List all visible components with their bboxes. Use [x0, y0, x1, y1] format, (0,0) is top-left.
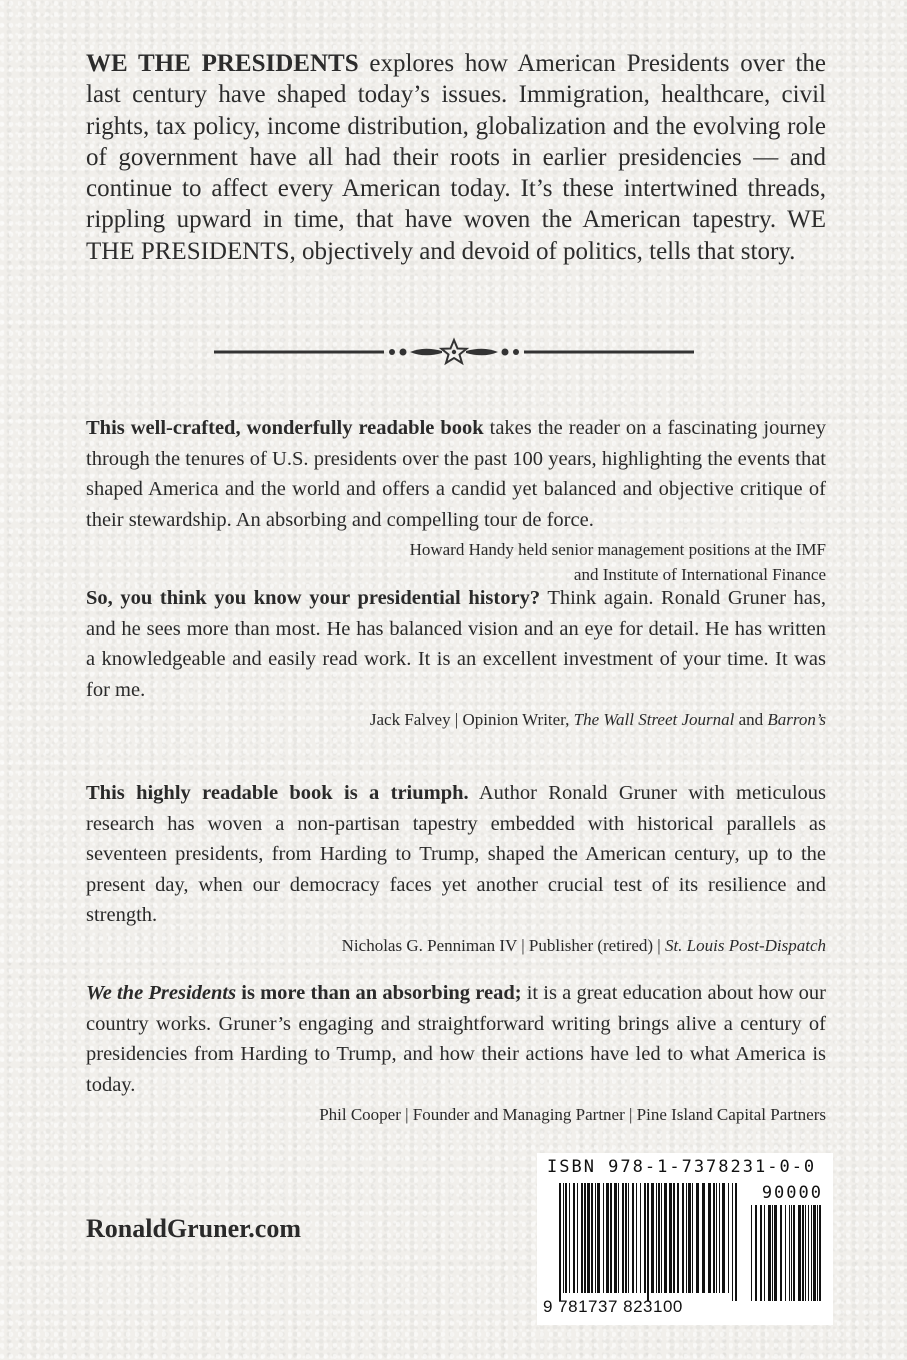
ornamental-divider — [214, 334, 694, 370]
barcode-bar — [789, 1205, 790, 1301]
barcode-bar — [625, 1183, 627, 1293]
barcode-bar — [719, 1183, 720, 1293]
barcode-bar — [686, 1183, 687, 1293]
barcode-bar — [708, 1183, 711, 1293]
barcode-bar — [808, 1205, 809, 1301]
barcode-bar — [677, 1183, 679, 1293]
book-title-lead: WE THE PRESIDENTS — [86, 50, 359, 77]
barcode-bar — [622, 1183, 624, 1293]
barcode-bar — [636, 1183, 637, 1293]
barcode-bar — [603, 1183, 604, 1293]
barcode-bar — [696, 1183, 699, 1293]
attribution-name: Jack Falvey | Opinion Writer, — [369, 710, 570, 730]
barcode-bar — [813, 1205, 816, 1301]
barcode-bar — [673, 1183, 675, 1293]
ean-digits: 9 781737 823100 — [543, 1297, 683, 1316]
barcode-bar — [811, 1205, 812, 1301]
barcode-bar — [817, 1205, 818, 1301]
barcode-bar — [688, 1183, 691, 1293]
barcode-bar — [732, 1183, 733, 1301]
barcode-bar — [661, 1183, 662, 1293]
isbn-barcode — [537, 1153, 833, 1325]
review-quote-body — [86, 413, 826, 535]
barcode-bar — [559, 1183, 561, 1301]
review-quote-text: Think again. Ronald Gruner has, and he sees more than most. He has balanced vision and an eye for detail. He has written a knowledgeable and easily read work. It is an excellent investment of your time. It was for me. — [86, 587, 826, 701]
barcode-bar — [644, 1183, 646, 1293]
barcode-bar — [798, 1205, 801, 1301]
barcode-bar — [805, 1205, 806, 1301]
barcode-bar — [614, 1183, 617, 1293]
review-quote-text: it is a great education about how our country works. Gruner’s engaging and straightforward writing brings alive a century of presidencies from Harding to Trump, and how their actions have led to what America is today. — [86, 982, 827, 1096]
review-quote-book-title: We the Presidents — [86, 982, 237, 1004]
review-quote-4 — [86, 978, 826, 1127]
attribution-publication: The Wall Street Journal — [573, 710, 735, 730]
review-attribution — [86, 537, 826, 587]
barcode-bar — [819, 1205, 821, 1301]
barcode-bar — [768, 1205, 771, 1301]
attribution-name: Nicholas G. Penniman IV | Publisher (retired) | — [341, 935, 661, 955]
barcode-bar — [791, 1205, 792, 1301]
barcode-bar — [577, 1183, 578, 1293]
barcode-bar — [581, 1183, 583, 1293]
barcode-bar — [573, 1183, 575, 1293]
barcode-bar — [597, 1183, 600, 1293]
barcode-bar — [632, 1183, 634, 1293]
review-quote-text: Author Ronald Gruner with meticulous research has woven a non-partisan tapestry embedded with historical parallels as seventeen presidents, from Harding to Trump, shaped the American century, up to the present day, when our democracy faces yet another crucial test of its resilience and strength. — [86, 782, 826, 927]
barcode-bar — [751, 1205, 752, 1301]
barcode-bar — [606, 1183, 609, 1293]
barcode-bar — [713, 1183, 715, 1293]
barcode-bar — [785, 1205, 786, 1301]
book-description-text: explores how American Presidents over the last century have shaped today’s issues. Immigration, healthcare, civil rights, tax policy, income distribution, globalization and the evolving role of government have all had their roots in earlier presidencies — and continue to affect every American today. It’s these intertwined threads, rippling upward in time, that have woven the American tapestry. WE THE PRESIDENTS, objectively and devoid of politics, tells that story. — [86, 50, 826, 265]
barcode-bar — [716, 1183, 717, 1293]
barcode-bar — [610, 1183, 612, 1293]
barcode-bar — [735, 1183, 737, 1301]
review-attribution: Phil Cooper | Founder and Managing Partner | Pine Island Capital Partners — [319, 1105, 826, 1125]
barcode-bar — [591, 1183, 593, 1293]
barcode-bar — [702, 1183, 705, 1293]
attribution-conjunction: and — [738, 710, 764, 730]
barcode-bar — [760, 1205, 762, 1301]
barcode-bar — [772, 1205, 773, 1301]
barcode-bar — [722, 1183, 725, 1293]
barcode-bar — [664, 1183, 667, 1293]
attribution-line-1: Howard Handy held senior management positions at the IMF — [409, 540, 826, 560]
isbn-addon-price: 90000 — [761, 1183, 823, 1203]
review-quote-lead: This well-crafted, wonderfully readable book — [86, 417, 484, 439]
attribution-line-2: and Institute of International Finance — [573, 565, 826, 585]
barcode-bar — [669, 1183, 672, 1293]
review-quote-lead: So, you think you know your presidential history? — [86, 587, 541, 609]
barcode-bar — [793, 1205, 795, 1301]
barcode-bar — [587, 1183, 590, 1293]
barcode-bar — [640, 1183, 641, 1293]
barcode-bar — [682, 1183, 684, 1293]
review-quote-1 — [86, 413, 826, 587]
barcode-bar — [780, 1205, 782, 1301]
barcode-bar — [651, 1183, 654, 1293]
review-quote-body — [86, 778, 826, 931]
attribution-publication: Barron’s — [767, 710, 826, 730]
review-quote-lead: This highly readable book is a triumph. — [86, 782, 469, 804]
review-quote-body — [86, 583, 826, 705]
star-icon — [442, 340, 467, 363]
review-quote-lead: is more than an absorbing read; — [241, 982, 522, 1004]
barcode-bar — [628, 1183, 629, 1293]
book-description — [86, 48, 826, 267]
barcode-bar — [755, 1205, 757, 1301]
barcode-bar — [728, 1183, 729, 1293]
barcode-bar — [802, 1205, 804, 1301]
review-quote-text: takes the reader on a fascinating journey through the tenures of U.S. presidents over the past 100 years, highlighting the events that shaped America and the world and offers a candid yet balanced and objective critique of their stewardship. An absorbing and compelling tour de force. — [86, 417, 827, 531]
barcode-bar — [618, 1183, 619, 1293]
barcode-bar — [656, 1183, 657, 1293]
author-website[interactable]: RonaldGruner.com — [86, 1214, 301, 1243]
barcode-bar — [563, 1183, 564, 1293]
barcode-bar — [584, 1183, 586, 1293]
barcode-bar — [774, 1205, 777, 1301]
barcode-bar — [569, 1183, 570, 1293]
barcode-bar — [764, 1205, 765, 1301]
review-quote-body — [86, 978, 826, 1100]
review-quote-3 — [86, 778, 826, 958]
isbn-label: ISBN 978-1-7378231-0-0 — [547, 1157, 817, 1177]
barcode-bar — [565, 1183, 567, 1293]
review-attribution — [86, 707, 826, 732]
attribution-publication: St. Louis Post-Dispatch — [664, 935, 826, 955]
review-attribution — [86, 933, 826, 958]
barcode-bar — [692, 1183, 693, 1293]
barcode-bar — [647, 1183, 649, 1301]
barcode-bar — [595, 1183, 596, 1293]
review-quote-2 — [86, 583, 826, 732]
barcode-bar — [658, 1183, 660, 1293]
